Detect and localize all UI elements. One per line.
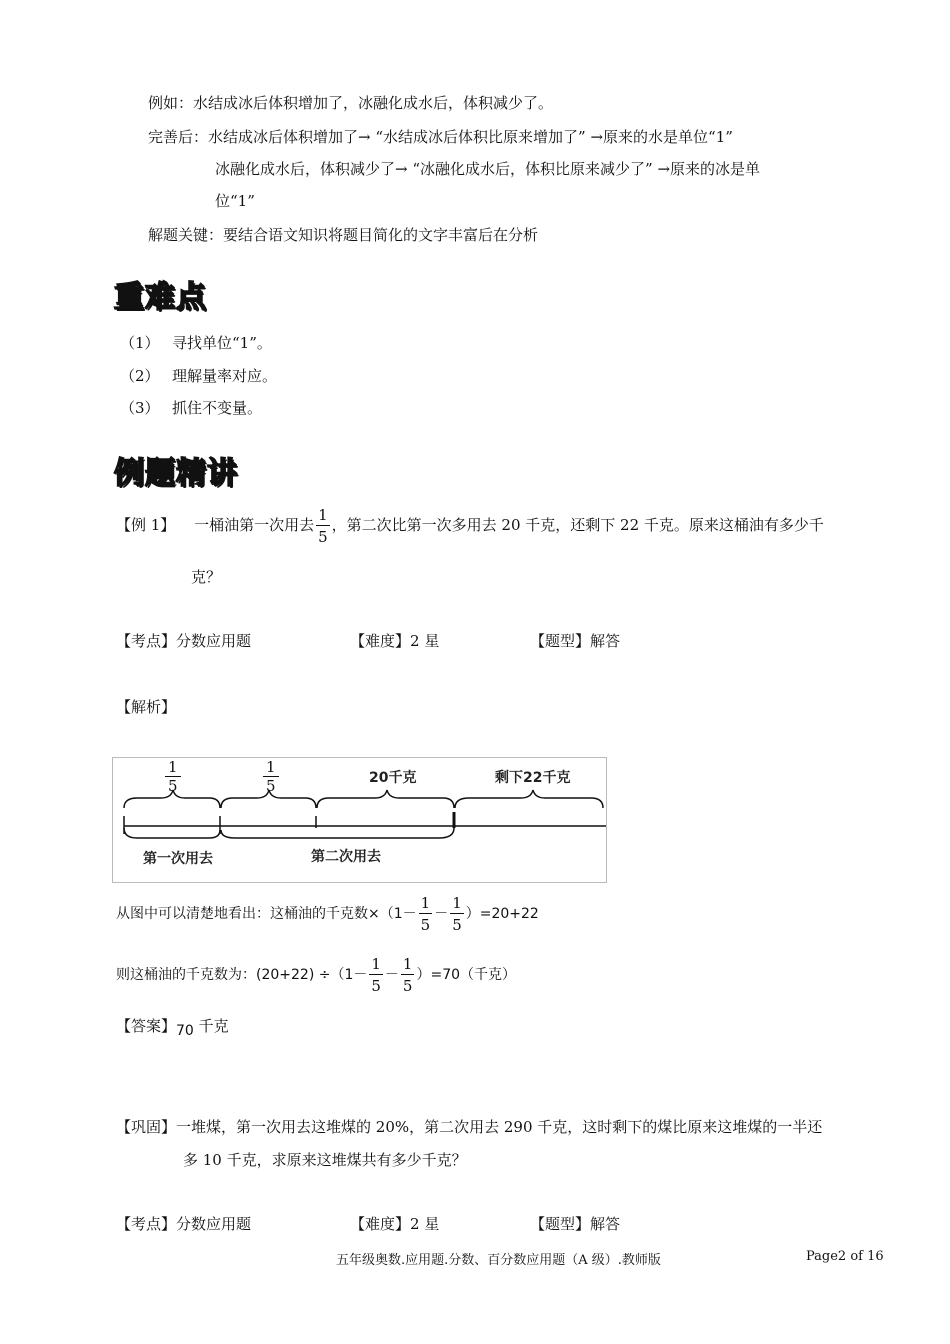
gonggu-line-2: 多 10 千克，求原来这堆煤共有多少千克？ — [183, 1151, 467, 1169]
solution-fraction — [401, 954, 415, 995]
solution-fraction — [419, 893, 433, 934]
solution-2-text-a: 则这桶油的千克数为：(20+22) ÷（1－ — [116, 967, 368, 983]
fraction-denominator: 5 — [402, 976, 413, 995]
section-title-key-points: 重难点 — [114, 280, 207, 315]
footer-page-number: Page2 of 16 — [806, 1249, 884, 1264]
kaodian-label: 【考点】 — [116, 1215, 177, 1233]
example1-text-a: 一桶油第一次用去 — [194, 516, 315, 534]
list-item-text: 寻找单位“1”。 — [172, 334, 272, 352]
example-prefix: 例如： — [148, 94, 194, 112]
fraction-numerator: 1 — [371, 954, 381, 973]
gonggu-meta-kaodian — [116, 1213, 251, 1234]
list-item-number: （3） — [120, 399, 160, 417]
nandu-value: 2 星 — [410, 1215, 440, 1233]
top-braces — [124, 790, 603, 808]
brace-20kg — [317, 790, 454, 808]
main-segment — [124, 812, 606, 834]
solution-line-2 — [116, 955, 516, 995]
example1-meta-kaodian — [116, 630, 251, 651]
list-item-number: （2） — [120, 367, 160, 385]
example-line — [148, 92, 553, 113]
gonggu-meta-nandu — [350, 1213, 439, 1234]
brace-first-fifth — [124, 790, 220, 808]
bottom-braces — [124, 828, 454, 838]
improved-line-2: 冰融化成水后，体积减少了→ “冰融化成水后，体积比原来减少了” →原来的冰是单 — [215, 160, 761, 178]
improved-line-3: 位“1” — [215, 192, 255, 210]
list-item-text: 理解量率对应。 — [172, 367, 278, 385]
fraction-denominator: 5 — [318, 527, 328, 546]
list-item — [120, 332, 272, 353]
diagram-fraction-numerator: 1 — [165, 760, 181, 777]
answer-unit: 千克 — [193, 1017, 229, 1035]
example1-jiexi-label: 【解析】 — [116, 698, 177, 716]
list-item-number: （1） — [120, 334, 160, 352]
list-item-text: 抓住不变量。 — [172, 399, 263, 417]
solution-1-text-b: ）=20+22 — [465, 906, 539, 922]
example1-meta-tixing — [530, 630, 620, 651]
tixing-value: 解答 — [590, 632, 621, 650]
nandu-label: 【难度】 — [350, 632, 411, 650]
diagram-label-20kg: 20千克 — [369, 770, 417, 786]
kaodian-value: 分数应用题 — [176, 632, 252, 650]
tixing-value: 解答 — [590, 1215, 621, 1233]
fraction-numerator: 1 — [420, 893, 431, 912]
solution-line-1 — [116, 894, 539, 934]
tixing-label: 【题型】 — [530, 1215, 591, 1233]
example1-meta-nandu — [350, 630, 439, 651]
example1-text-b: ，第二次比第一次多用去 20 千克，还剩下 22 千克。原来这桶油有多少千 — [331, 516, 824, 534]
gonggu-line-1 — [116, 1116, 822, 1137]
improved-line-1 — [148, 126, 733, 147]
example1-tag: 【例 1】 — [116, 516, 176, 534]
answer-value: 70 — [176, 1023, 194, 1039]
diagram-label-second-use: 第二次用去 — [311, 849, 381, 865]
solution-fraction — [369, 954, 383, 995]
improved-text-1: 水结成冰后体积增加了→ “水结成冰后体积比原来增加了” →原来的水是单位“1” — [208, 128, 733, 146]
solution-1-text-a: 从图中可以清楚地看出：这桶油的千克数×（1－ — [116, 906, 417, 922]
example1-answer — [116, 1015, 229, 1039]
brace-second-fifth — [221, 790, 316, 808]
kaodian-label: 【考点】 — [116, 632, 177, 650]
example1-question-line2: 克？ — [191, 568, 222, 586]
key-line: 解题关键：要结合语文知识将题目简化的文字丰富后在分析 — [148, 226, 539, 244]
example1-question-line1 — [116, 505, 824, 545]
gonggu-text-a: 一堆煤，第一次用去这堆煤的 20%，第二次用去 290 千克，这时剩下的煤比原来这堆煤的一半还 — [176, 1118, 823, 1136]
minus-sign: － — [434, 906, 449, 922]
list-item — [120, 397, 263, 418]
diagram-label-first-use: 第一次用去 — [143, 851, 213, 867]
diagram-label-remaining: 剩下22千克 — [495, 770, 571, 786]
brace-second-use — [221, 828, 454, 838]
example1-fraction — [316, 505, 330, 546]
diagram-fraction-denominator: 5 — [168, 777, 178, 795]
fraction-numerator: 1 — [402, 954, 413, 973]
footer-title: 五年级奥数.应用题.分数、百分数应用题（A 级）.教师版 — [336, 1253, 661, 1268]
improved-prefix: 完善后： — [148, 128, 209, 146]
diagram-fraction-denominator: 5 — [266, 777, 276, 795]
nandu-value: 2 星 — [410, 632, 440, 650]
fraction-numerator: 1 — [452, 893, 462, 912]
fraction-numerator: 1 — [318, 505, 328, 524]
gonggu-meta-tixing — [530, 1213, 620, 1234]
kaodian-value: 分数应用题 — [176, 1215, 252, 1233]
answer-label: 【答案】 — [116, 1017, 177, 1035]
solution-fraction — [450, 893, 464, 934]
brace-first-use — [124, 828, 220, 838]
diagram-fraction-numerator: 1 — [263, 760, 279, 777]
list-item — [120, 365, 278, 386]
example-text: 水结成冰后体积增加了，冰融化成水后，体积减少了。 — [193, 94, 554, 112]
section-title-examples: 例题精讲 — [114, 456, 238, 491]
fraction-denominator: 5 — [371, 976, 381, 995]
brace-remaining — [455, 790, 603, 808]
minus-sign: － — [384, 967, 399, 983]
solution-2-text-b: ）=70（千克） — [416, 967, 517, 983]
line-segment-diagram — [112, 757, 607, 883]
nandu-label: 【难度】 — [350, 1215, 411, 1233]
gonggu-tag: 【巩固】 — [116, 1118, 177, 1136]
fraction-denominator: 5 — [420, 915, 431, 934]
fraction-denominator: 5 — [452, 915, 462, 934]
tixing-label: 【题型】 — [530, 632, 591, 650]
